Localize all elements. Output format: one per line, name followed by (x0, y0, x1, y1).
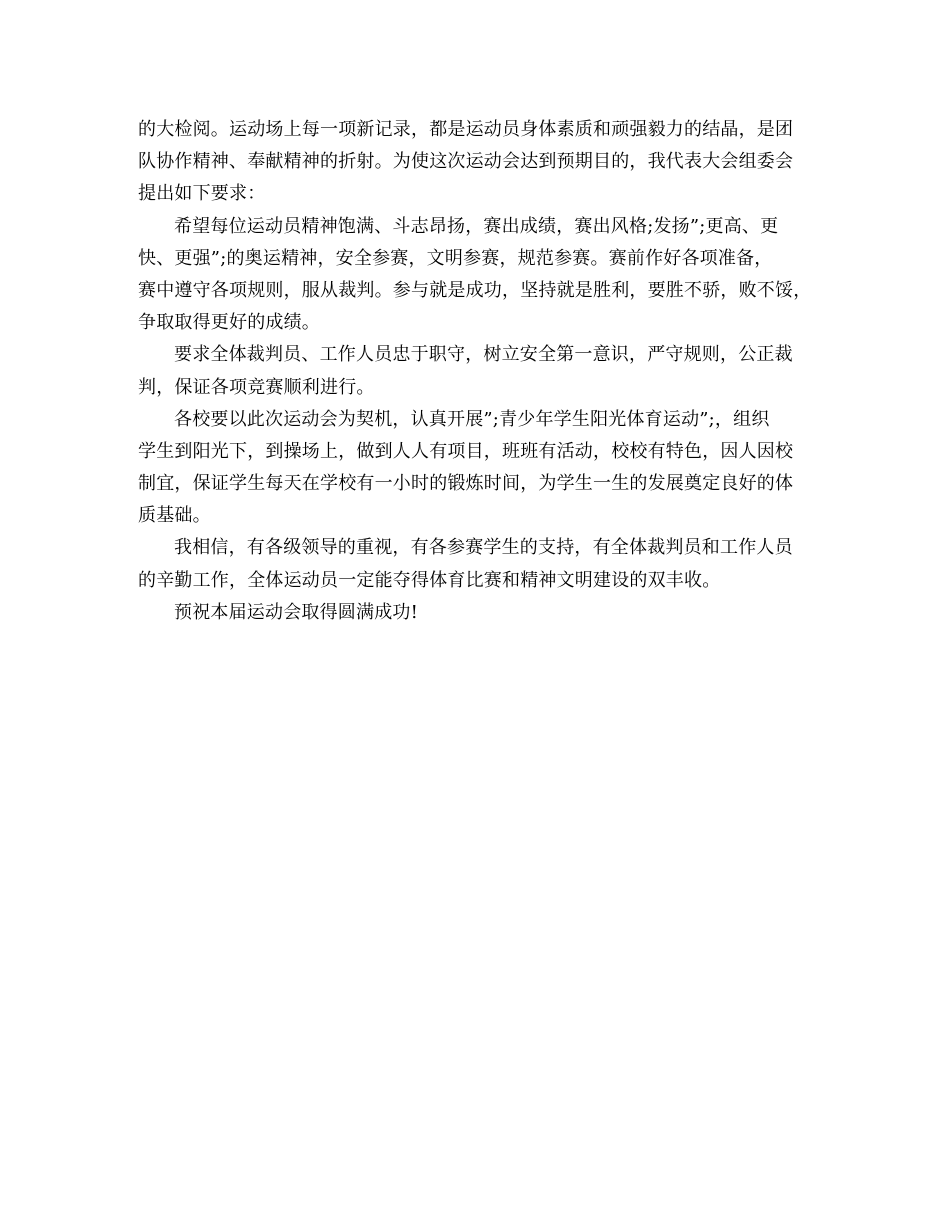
text-line: 赛中遵守各项规则，服从裁判。参与就是成功，坚持就是胜利，要胜不骄，败不馁， (138, 279, 812, 301)
text-line: 争取取得更好的成绩。 (138, 312, 320, 334)
paragraph-first-line: 要求全体裁判员、工作人员忠于职守，树立安全第一意识，严守规则，公正裁 (174, 344, 793, 366)
text-line: 制宜，保证学生每天在学校有一小时的锻炼时间，为学生一生的发展奠定良好的体 (138, 473, 794, 495)
closing-line: 预祝本届运动会取得圆满成功! (174, 601, 419, 623)
text-line: 的辛勤工作，全体运动员一定能夺得体育比赛和精神文明建设的双丰收。 (138, 569, 721, 591)
text-line: 判，保证各项竞赛顺利进行。 (138, 376, 375, 398)
document-body (138, 114, 828, 629)
text-line: 提出如下要求： (138, 183, 266, 205)
text-line: 的大检阅。运动场上每一项新记录，都是运动员身体素质和顽强毅力的结晶，是团 (138, 119, 794, 140)
text-line: 队协作精神、奉献精神的折射。为使这次运动会达到预期目的，我代表大会组委会 (138, 151, 794, 173)
text-line: 快、更强”;的奥运精神，安全参赛，文明参赛，规范参赛。赛前作好各项准备， (138, 247, 773, 269)
paragraph-first-line: 我相信，有各级领导的重视，有各参赛学生的支持，有全体裁判员和工作人员 (174, 537, 793, 559)
paragraph-first-line: 希望每位运动员精神饱满、斗志昂扬，赛出成绩，赛出风格;发扬”;更高、更 (174, 215, 779, 237)
text-line: 学生到阳光下，到操场上，做到人人有项目，班班有活动，校校有特色，因人因校 (138, 440, 794, 462)
text-line: 质基础。 (138, 505, 211, 527)
paragraph-first-line: 各校要以此次运动会为契机，认真开展”;青少年学生阳光体育运动”;，组织 (174, 408, 770, 430)
